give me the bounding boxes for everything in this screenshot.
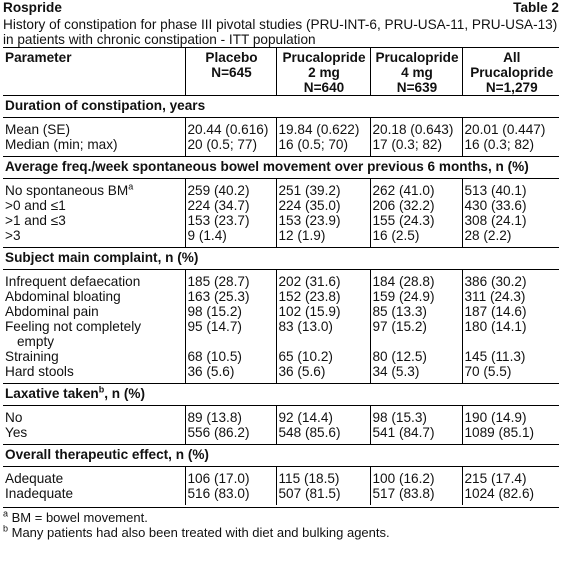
value-cell: 184 (28.8) — [370, 274, 462, 289]
value-cell: 202 (31.6) — [276, 274, 370, 289]
value-cell: 98 (15.3) — [370, 410, 462, 425]
document — [3, 0, 559, 540]
footnote-mark: b — [3, 523, 9, 534]
column-header-line: Parameter — [5, 50, 72, 65]
value-cell: 152 (23.8) — [276, 289, 370, 304]
column-header-line: Prucalopride — [282, 50, 366, 65]
value-cell: 206 (32.2) — [370, 198, 462, 213]
section-title: Duration of constipation, years — [3, 96, 559, 118]
drug-name: Rospride — [3, 0, 62, 15]
value-cell: 17 (0.3; 82) — [370, 137, 462, 152]
footnote-mark: a — [3, 508, 9, 519]
value-cell: 97 (15.2) — [370, 319, 462, 349]
table-row — [3, 137, 559, 152]
value-cell: 16 (0.3; 82) — [462, 137, 559, 152]
spacer-cell — [276, 501, 370, 505]
section-header-row — [3, 445, 559, 467]
section-title: Laxative taken$^b$, n (%) — [3, 384, 559, 406]
column-header — [370, 48, 462, 96]
value-cell: 145 (11.3) — [462, 349, 559, 364]
value-cell: 224 (34.7) — [185, 198, 276, 213]
value-cell: 68 (10.5) — [185, 349, 276, 364]
spacer-cell — [185, 501, 276, 505]
value-cell: 115 (18.5) — [276, 471, 370, 486]
section-header-row — [3, 96, 559, 118]
column-header-line: N=640 — [303, 80, 345, 95]
column-header-line: N=645 — [211, 65, 252, 80]
value-cell: 163 (25.3) — [185, 289, 276, 304]
row-label: >0 and ≤1 — [5, 198, 66, 213]
value-cell: 190 (14.9) — [462, 410, 559, 425]
value-cell: 36 (5.6) — [185, 364, 276, 379]
table-row — [3, 471, 559, 486]
row-label: Infrequent defaecation — [5, 274, 141, 289]
value-cell: 83 (13.0) — [276, 319, 370, 349]
column-header — [276, 48, 370, 96]
value-cell: 20.18 (0.643) — [370, 122, 462, 137]
section-title: Overall therapeutic effect, n (%) — [3, 445, 559, 467]
table-row — [3, 486, 559, 501]
table-row — [3, 213, 559, 228]
value-cell: 308 (24.1) — [462, 213, 559, 228]
table-row — [3, 319, 559, 349]
value-cell: 12 (1.9) — [276, 228, 370, 243]
value-cell: 102 (15.9) — [276, 304, 370, 319]
value-cell: 100 (16.2) — [370, 471, 462, 486]
section-title: Average freq./week spontaneous bowel movement over previous 6 months, n (%) — [3, 157, 559, 179]
row-label: Straining — [5, 349, 59, 364]
table-row — [3, 289, 559, 304]
spacer-row — [3, 501, 559, 505]
value-cell: 65 (10.2) — [276, 349, 370, 364]
row-label: Mean (SE) — [5, 122, 70, 137]
table-row — [3, 349, 559, 364]
value-cell: 98 (15.2) — [185, 304, 276, 319]
footnote — [3, 510, 559, 525]
value-cell: 92 (14.4) — [276, 410, 370, 425]
row-label-continuation: empty — [17, 334, 55, 349]
value-cell: 106 (17.0) — [185, 471, 276, 486]
row-label: Adequate — [5, 471, 64, 486]
value-cell: 153 (23.9) — [276, 213, 370, 228]
table-row — [3, 228, 559, 243]
footnote-mark: b — [98, 384, 105, 395]
value-cell: 9 (1.4) — [185, 228, 276, 243]
header-row — [3, 48, 559, 96]
value-cell: 70 (5.5) — [462, 364, 559, 379]
column-header — [3, 48, 185, 96]
value-cell: 85 (13.3) — [370, 304, 462, 319]
section-title: Subject main complaint, n (%) — [3, 248, 559, 270]
value-cell: 513 (40.1) — [462, 183, 559, 198]
value-cell: 311 (24.3) — [462, 289, 559, 304]
spacer-cell — [3, 501, 185, 505]
row-label: Yes — [5, 425, 28, 440]
value-cell: 20 (0.5; 77) — [185, 137, 276, 152]
footnote-text: Many patients had also been treated with diet and bulking agents. — [8, 525, 390, 540]
value-cell: 262 (41.0) — [370, 183, 462, 198]
section-header-row — [3, 384, 559, 406]
value-cell: 548 (85.6) — [276, 425, 370, 440]
row-label: Median (min; max) — [5, 137, 118, 152]
table-row — [3, 304, 559, 319]
column-header-line: Prucalopride — [375, 50, 459, 65]
row-label: >1 and ≤3 — [5, 213, 66, 228]
value-cell: 34 (5.3) — [370, 364, 462, 379]
table-row — [3, 274, 559, 289]
value-cell: 516 (83.0) — [185, 486, 276, 501]
value-cell: 1089 (85.1) — [462, 425, 559, 440]
section-header-row — [3, 248, 559, 270]
value-cell: 507 (81.5) — [276, 486, 370, 501]
column-header-line: 2 mg — [308, 65, 340, 80]
value-cell: 16 (2.5) — [370, 228, 462, 243]
value-cell: 259 (40.2) — [185, 183, 276, 198]
value-cell: 541 (84.7) — [370, 425, 462, 440]
section-header-row — [3, 157, 559, 179]
value-cell: 28 (2.2) — [462, 228, 559, 243]
data-table — [3, 47, 559, 505]
table-row — [3, 425, 559, 440]
spacer-cell — [370, 501, 462, 505]
row-label: Abdominal pain — [5, 304, 99, 319]
value-cell: 155 (24.3) — [370, 213, 462, 228]
table-row — [3, 183, 559, 198]
value-cell: 224 (35.0) — [276, 198, 370, 213]
value-cell: 251 (39.2) — [276, 183, 370, 198]
footnote — [3, 525, 559, 540]
value-cell: 386 (30.2) — [462, 274, 559, 289]
value-cell: 153 (23.7) — [185, 213, 276, 228]
column-header — [462, 48, 559, 96]
row-label: >3 — [5, 228, 21, 243]
value-cell: 80 (12.5) — [370, 349, 462, 364]
row-label: Inadequate — [5, 486, 74, 501]
footnotes — [3, 507, 559, 540]
value-cell: 185 (28.7) — [185, 274, 276, 289]
table-label: Table 2 — [513, 0, 559, 15]
table-row — [3, 410, 559, 425]
footnote-mark: a — [128, 181, 134, 192]
footnote-text: BM = bowel movement. — [8, 510, 148, 525]
value-cell: 20.44 (0.616) — [185, 122, 276, 137]
spacer-cell — [462, 501, 559, 505]
value-cell: 180 (14.1) — [462, 319, 559, 349]
value-cell: 159 (24.9) — [370, 289, 462, 304]
column-header-line: N=639 — [396, 80, 438, 95]
value-cell: 89 (13.8) — [185, 410, 276, 425]
table-caption: History of constipation for phase III pivotal studies (PRU-INT-6, PRU-USA-11, PRU-USA-13) in patients with chronic constipation - ITT population — [3, 17, 558, 47]
value-cell: 1024 (82.6) — [462, 486, 559, 501]
row-label: No spontaneous $BM^a$ — [5, 181, 134, 198]
title-row — [3, 0, 559, 17]
column-header-line: N=1,279 — [485, 80, 538, 95]
row-label: Abdominal bloating — [5, 289, 121, 304]
value-cell: 95 (14.7) — [185, 319, 276, 349]
column-header-line: All Prucalopride — [470, 50, 554, 80]
value-cell: 517 (83.8) — [370, 486, 462, 501]
column-header — [185, 48, 276, 96]
column-header-line: Placebo — [205, 50, 258, 65]
value-cell: 215 (17.4) — [462, 471, 559, 486]
column-header-line: 4 mg — [401, 65, 433, 80]
table-row — [3, 122, 559, 137]
value-cell: 36 (5.6) — [276, 364, 370, 379]
row-label: No — [5, 410, 23, 425]
value-cell: 556 (86.2) — [185, 425, 276, 440]
value-cell: 16 (0.5; 70) — [276, 137, 370, 152]
table-body — [3, 96, 559, 506]
value-cell: 20.01 (0.447) — [462, 122, 559, 137]
row-label: Feeling not completely empty — [3, 319, 185, 349]
row-label: Hard stools — [5, 364, 74, 379]
table-header — [3, 48, 559, 96]
value-cell: 19.84 (0.622) — [276, 122, 370, 137]
value-cell: 430 (33.6) — [462, 198, 559, 213]
table-row — [3, 364, 559, 379]
value-cell: 187 (14.6) — [462, 304, 559, 319]
table-row — [3, 198, 559, 213]
